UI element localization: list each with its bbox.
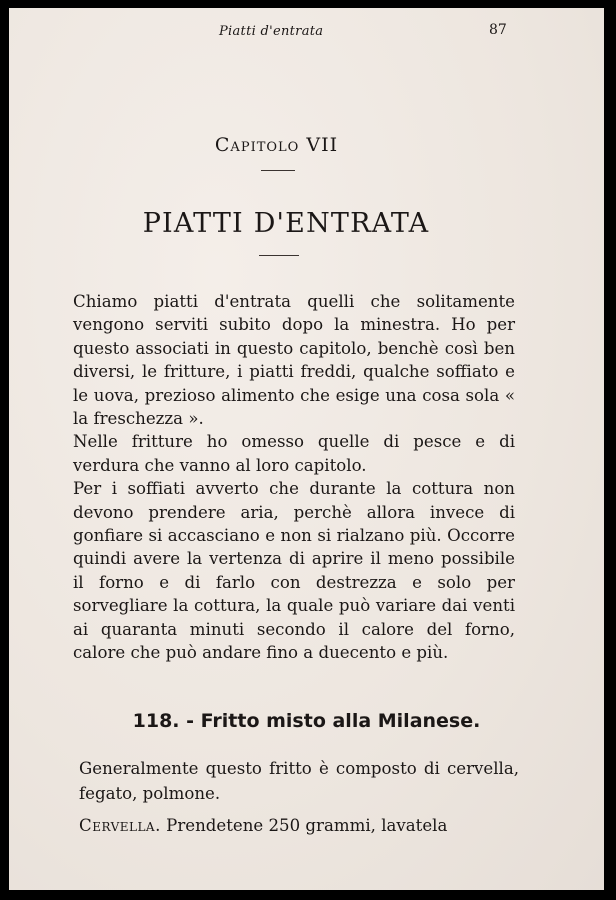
intro-paragraph-3: Per i soffiati avverto che durante la cottura non devono prendere aria, perchè allora invece di gonfiare si accasciano e non si rialzano più. Occorre quindi avere la vertenza di aprire il meno possibile il forno e di farlo con destrezza e solo per sorvegliare la cottura, la quale può variare dai venti ai quaranta minuti secondo il calore del forno, calore che può andare fino a duecento e più. xyxy=(73,479,515,663)
cervella-line xyxy=(79,814,519,837)
chapter-divider xyxy=(261,170,295,171)
cervella-label: Cervella. xyxy=(79,816,161,835)
book-page xyxy=(9,8,604,890)
running-head: Piatti d'entrata xyxy=(219,24,324,39)
intro-paragraph-2: Nelle fritture ho omesso quelle di pesce e di verdura che vanno al loro capitolo. xyxy=(73,432,515,475)
recipe-title: 118. - Fritto misto alla Milanese. xyxy=(132,710,481,732)
page-number: 87 xyxy=(489,22,507,38)
recipe-paragraph: Generalmente questo fritto è composto di cervella, fegato, polmone. xyxy=(79,759,519,803)
cervella-text: Prendetene 250 grammi, lavatela xyxy=(166,816,448,835)
chapter-title: PIATTI D'ENTRATA xyxy=(142,208,430,239)
chapter-label: Capitolo VII xyxy=(214,134,339,156)
recipe-body xyxy=(79,756,519,806)
intro-paragraph-1: Chiamo piatti d'entrata quelli che solitamente vengono serviti subito dopo la minestra. Ho per questo associati in questo capitolo, benchè così ben diversi, le fritture, i piatti freddi, qualche soffiato e le uova, prezioso alimento che esige una cosa sola « la freschezza ». xyxy=(73,292,515,429)
title-divider xyxy=(259,255,299,256)
intro-text xyxy=(73,290,515,665)
